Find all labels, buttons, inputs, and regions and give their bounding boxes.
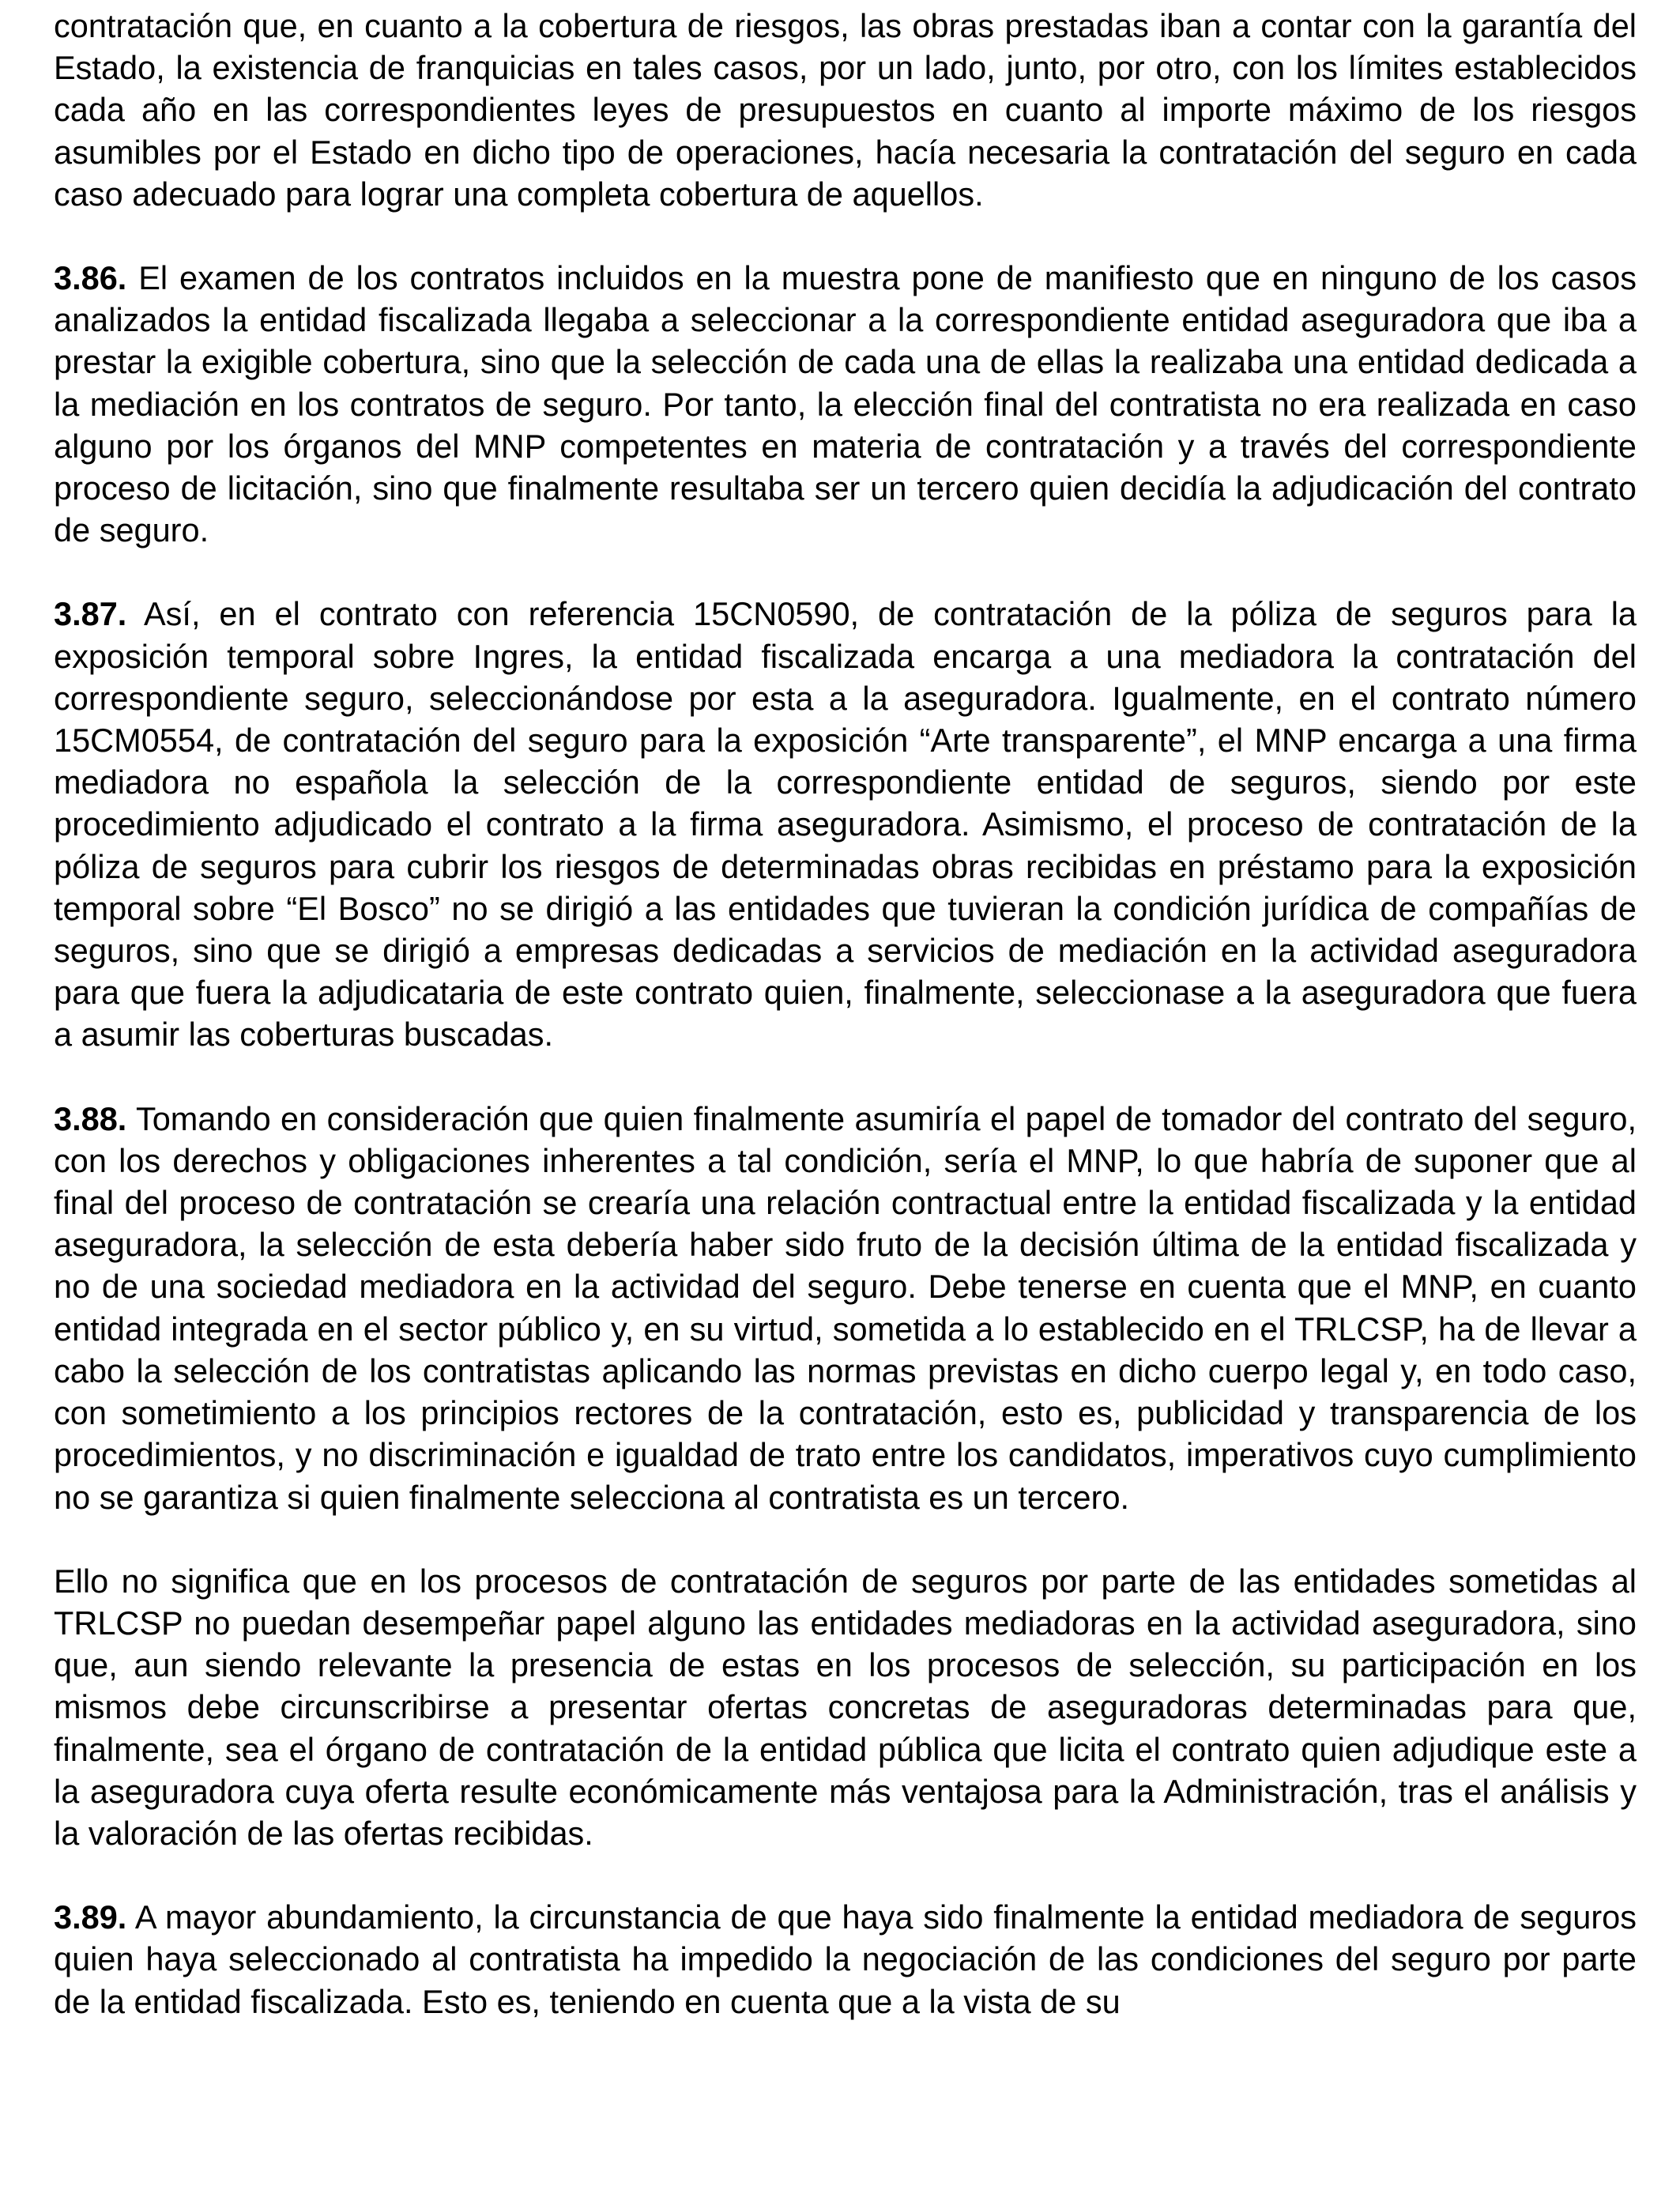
paragraph-continuation: [54, 5, 1637, 215]
paragraph-text: Así, en el contrato con referencia 15CN0590, de contratación de la póliza de seguros para la exposición temporal sobre Ingres, la entidad fiscalizada encarga a una mediadora la contratación del correspondiente seguro, seleccionándose por esta a la aseguradora. Igualmente, en el contrato número 15CM0554, de contratación del seguro para la exposición “Arte transparente”, el MNP encarga a una firma mediadora no española la selección de la correspondiente entidad de seguros, siendo por este procedimiento adjudicado el contrato a la firma aseguradora. Asimismo, el proceso de contratación de la póliza de seguros para cubrir los riesgos de determinadas obras recibidas en préstamo para la exposición temporal sobre “El Bosco” no se dirigió a las entidades que tuvieran la condición jurídica de compañías de seguros, sino que se dirigió a empresas dedicadas a servicios de mediación en la actividad aseguradora para que fuera la adjudicataria de este contrato quien, finalmente, seleccionase a la aseguradora que fuera a asumir las coberturas buscadas.: [54, 595, 1637, 1054]
paragraph-number: 3.89.: [54, 1898, 127, 1936]
paragraph-number: 3.87.: [54, 595, 127, 633]
paragraph-text: A mayor abundamiento, la circunstancia de que haya sido finalmente la entidad mediadora de seguros quien haya seleccionado al contratista ha impedido la negociación de las condiciones del seguro por parte de la entidad fiscalizada. Esto es, teniendo en cuenta que a la vista de su: [54, 1898, 1637, 2020]
paragraph-number: 3.88.: [54, 1099, 127, 1137]
paragraph-number: 3.86.: [54, 259, 127, 297]
paragraph-text: Ello no significa que en los procesos de contratación de seguros por parte de las entidades sometidas al TRLCSP no puedan desempeñar papel alguno las entidades mediadoras en la actividad aseguradora, sino que, aun siendo relevante la presencia de estas en los procesos de selección, su participación en los mismos debe circunscribirse a presentar ofertas concretas de aseguradoras determinadas para que, finalmente, sea el órgano de contratación de la entidad pública que licita el contrato quien adjudique este a la aseguradora cuya oferta resulte económicamente más ventajosa para la Administración, tras el análisis y la valoración de las ofertas recibidas.: [54, 1562, 1637, 1852]
paragraph-3-87: [54, 593, 1637, 1055]
paragraph-text: Tomando en consideración que quien finalmente asumiría el papel de tomador del contrato del seguro, con los derechos y obligaciones inherentes a tal condición, sería el MNP, lo que habría de suponer que al final del proceso de contratación se crearía una relación contractual entre la entidad fiscalizada y la entidad aseguradora, la selección de esta debería haber sido fruto de la decisión última de la entidad fiscalizada y no de una sociedad mediadora en la actividad del seguro. Debe tenerse en cuenta que el MNP, en cuanto entidad integrada en el sector público y, en su virtud, sometida a lo establecido en el TRLCSP, ha de llevar a cabo la selección de los contratistas aplicando las normas previstas en dicho cuerpo legal y, en todo caso, con sometimiento a los principios rectores de la contratación, esto es, publicidad y transparencia de los procedimientos, y no discriminación e igualdad de trato entre los candidatos, imperativos cuyo cumplimiento no se garantiza si quien finalmente selecciona al contratista es un tercero.: [54, 1099, 1637, 1516]
paragraph-text: contratación que, en cuanto a la cobertura de riesgos, las obras prestadas iban a contar con la garantía del Estado, la existencia de franquicias en tales casos, por un lado, junto, por otro, con los límites establecidos cada año en las correspondientes leyes de presupuestos en cuanto al importe máximo de los riesgos asumibles por el Estado en dicho tipo de operaciones, hacía necesaria la contratación del seguro en cada caso adecuado para lograr una completa cobertura de aquellos.: [54, 7, 1637, 213]
document-page: [54, 5, 1637, 2064]
paragraph-text: El examen de los contratos incluidos en la muestra pone de manifiesto que en ninguno de los casos analizados la entidad fiscalizada llegaba a seleccionar a la correspondiente entidad aseguradora que iba a prestar la exigible cobertura, sino que la selección de cada una de ellas la realizaba una entidad dedicada a la mediación en los contratos de seguro. Por tanto, la elección final del contratista no era realizada en caso alguno por los órganos del MNP competentes en materia de contratación y a través del correspondiente proceso de licitación, sino que finalmente resultaba ser un tercero quien decidía la adjudicación del contrato de seguro.: [54, 259, 1637, 549]
paragraph-3-86: [54, 257, 1637, 551]
paragraph-unnumbered: [54, 1560, 1637, 1854]
paragraph-3-88: [54, 1098, 1637, 1518]
paragraph-3-89: [54, 1896, 1637, 2022]
